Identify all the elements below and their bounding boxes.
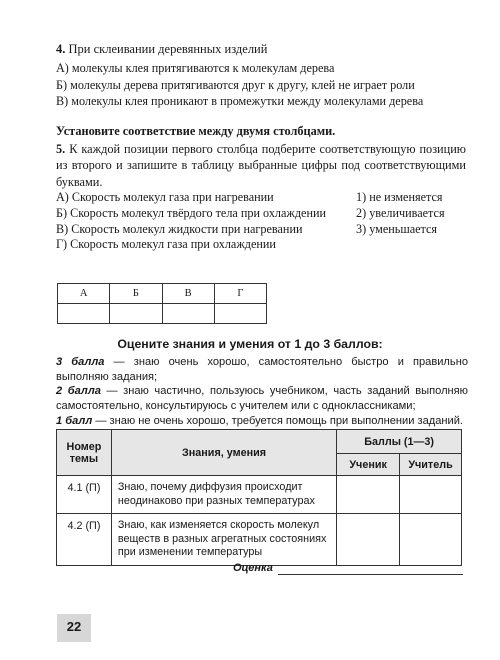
legend-2-label: 2 балла — [56, 385, 101, 398]
answer-letter-a: А — [58, 284, 110, 304]
answer-cell-c[interactable] — [162, 304, 214, 324]
assessment-legend — [56, 355, 468, 429]
header-skills: Знания, умения — [111, 430, 336, 476]
answer-cell-b[interactable] — [110, 304, 162, 324]
question-4-text: При склеивании деревянных изделий — [68, 42, 268, 56]
right-column — [356, 190, 476, 237]
page-number: 22 — [66, 619, 82, 634]
grade-label: Оценка — [233, 562, 273, 574]
topic-cell: 4.1 (П) — [57, 476, 112, 514]
legend-3-text: — знаю очень хорошо, самостоятельно быстро и правильно выполняю задания; — [56, 356, 468, 383]
left-column — [56, 190, 346, 253]
option-b: Б) молекулы дерева притягиваются друг к другу, клей не играет роли — [56, 77, 415, 92]
student-score-cell[interactable] — [337, 514, 400, 566]
question-5-text: К каждой позиции первого столбца подберите соответствующую позицию из второго и запишите в таблицу выбранные цифры под соответствующими буквами. — [56, 142, 466, 189]
legend-3-label: 3 балла — [56, 356, 105, 368]
matching-heading: Установите соответствие между двумя столбцами. — [56, 124, 336, 138]
legend-1-text: — знаю не очень хорошо, требуется помощь при выполнении заданий. — [92, 414, 464, 427]
legend-3 — [56, 355, 468, 384]
header-teacher: Учитель — [400, 454, 462, 476]
legend-2 — [56, 384, 468, 413]
answer-input-row — [58, 304, 267, 324]
option-a: А) молекулы клея притягиваются к молекулам дерева — [56, 61, 335, 75]
left-item-d: Г) Скорость молекул газа при охлаждении — [56, 237, 276, 252]
right-item-1: 1) не изменяется — [356, 190, 443, 204]
question-4-options — [56, 60, 468, 110]
table-row — [57, 476, 462, 514]
assessment-table — [56, 429, 462, 566]
teacher-score-cell[interactable] — [400, 514, 462, 566]
page-number-box — [57, 614, 91, 642]
answer-letter-c: В — [162, 284, 214, 304]
header-points: Баллы (1—3) — [337, 430, 462, 454]
answer-table — [57, 283, 267, 324]
skill-cell: Знаю, почему диффузия происходит неодинаково при разных температурах — [111, 476, 336, 514]
right-item-3: 3) уменьшается — [356, 221, 438, 236]
legend-2-text: — знаю частично, пользуюсь учебником, часть заданий выполняю самостоятельно, консультируюсь с учителем или с одноклассниками; — [56, 385, 469, 413]
left-item-a: А) Скорость молекул газа при нагревании — [56, 190, 274, 204]
table-row — [57, 514, 462, 566]
left-item-b: Б) Скорость молекул твёрдого тела при охлаждении — [56, 205, 327, 220]
left-item-c: В) Скорость молекул жидкости при нагревании — [56, 221, 303, 236]
teacher-score-cell[interactable] — [400, 476, 462, 514]
student-score-cell[interactable] — [337, 476, 400, 514]
right-item-2: 2) увеличивается — [356, 205, 445, 220]
answer-cell-d[interactable] — [214, 304, 266, 324]
question-4-number: 4. — [56, 42, 66, 56]
question-5-number: 5. — [56, 142, 66, 156]
answer-letter-b: Б — [110, 284, 162, 304]
answer-cell-a[interactable] — [58, 304, 110, 324]
question-5 — [56, 141, 466, 190]
header-student: Ученик — [337, 454, 400, 476]
answer-letter-d: Г — [214, 284, 266, 304]
option-c: В) молекулы клея проникают в промежутки между молекулами дерева — [56, 94, 424, 108]
answer-letters-row — [58, 284, 267, 304]
grade-line[interactable] — [278, 574, 463, 575]
topic-cell: 4.2 (П) — [57, 514, 112, 566]
header-topic: Номер темы — [57, 430, 112, 476]
legend-1 — [56, 414, 468, 429]
legend-1-label: 1 балл — [56, 414, 93, 427]
question-4-title — [56, 42, 267, 57]
assessment-title: Оцените знания и умения от 1 до 3 баллов: — [117, 337, 383, 351]
skill-cell: Знаю, как изменяется скорость молекул веществ в разных агрегатных состояниях при изменении температуры — [111, 514, 336, 566]
